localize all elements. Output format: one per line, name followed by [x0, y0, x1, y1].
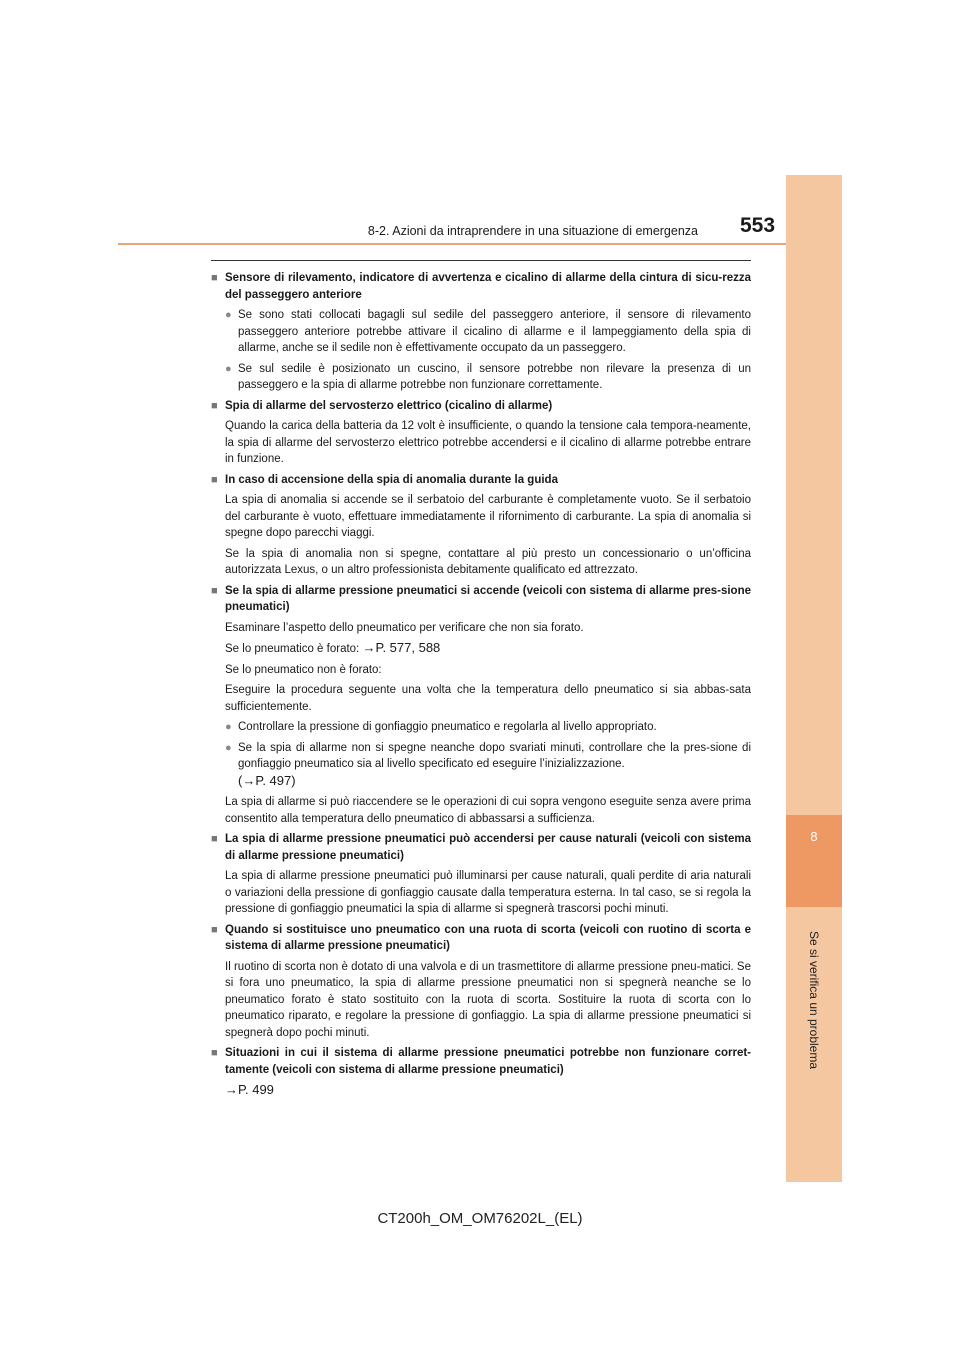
- section: [211, 583, 751, 828]
- section-heading-text: Situazioni in cui il sistema di allarme pressione pneumatici potrebbe non funzionare corret-tamente (veicoli con sistema di allarme pressione pneumatici): [225, 1047, 751, 1076]
- content-body: [211, 270, 751, 1104]
- paragraph: [211, 418, 751, 468]
- square-bullet-icon: ■: [211, 584, 218, 597]
- chapter-label: Se si verifica un problema: [807, 930, 821, 1070]
- section: [211, 831, 751, 918]
- section: [211, 1045, 751, 1100]
- page-reference-link[interactable]: →P. 577, 588: [362, 640, 441, 655]
- item-text: La spia di anomalia si accende se il serbatoio del carburante è completamente vuoto. Se il serbatoio del carburante è vuoto, effettuare immediatamente il rifornimento di carburante. La spia di anomalia si spegne dopo parecchi viaggi.: [225, 494, 751, 539]
- item-text: La spia di allarme pressione pneumatici può illuminarsi per cause naturali, quali perdite di aria naturali o variazioni della pressione di gonfiaggio causate dalla temperatura esterna. In tal caso, se si regola la pressione di gonfiaggio pneumatici la spia di allarme si spegnerà trascorsi pochi minuti.: [225, 870, 751, 915]
- square-bullet-icon: ■: [211, 923, 218, 936]
- section-heading-text: In caso di accensione della spia di anomalia durante la guida: [225, 473, 558, 486]
- paragraph: [211, 492, 751, 542]
- section-title: 8-2. Azioni da intraprendere in una situazione di emergenza: [367, 224, 698, 238]
- section: [211, 472, 751, 579]
- section-heading: [211, 1045, 751, 1078]
- bullet-item: [211, 361, 751, 394]
- paragraph: [211, 868, 751, 918]
- item-text: Eseguire la procedura seguente una volta che la temperatura dello pneumatico si sia abbas-sata sufficientemente.: [225, 684, 751, 713]
- item-text: Se la spia di allarme non si spegne neanche dopo svariati minuti, controllare che la pres-sione di gonfiaggio pneumatico sia al livello specificato ed eseguire l’inizializzazione.: [238, 741, 751, 770]
- section-heading: [211, 472, 751, 489]
- section-heading: [211, 831, 751, 864]
- square-bullet-icon: ■: [211, 272, 218, 284]
- section: [211, 922, 751, 1042]
- item-text: Se sul sedile è posizionato un cuscino, il sensore potrebbe non rilevare la presenza di un passeggero e la spia di allarme potrebbe non funzionare correttamente.: [238, 362, 751, 391]
- page-reference-link[interactable]: (→P. 497): [238, 772, 296, 788]
- bullet-item: [211, 740, 751, 791]
- circle-bullet-icon: ●: [225, 721, 232, 733]
- section-heading-text: Spia di allarme del servosterzo elettrico (cicalino di allarme): [225, 399, 553, 412]
- bullet-item: [211, 307, 751, 357]
- paragraph: [211, 662, 751, 679]
- item-text: Se lo pneumatico non è forato:: [225, 663, 382, 676]
- paragraph: [211, 546, 751, 579]
- page-reference-link[interactable]: →P. 499: [225, 1082, 274, 1097]
- circle-bullet-icon: ●: [225, 362, 232, 375]
- document-code: CT200h_OM_OM76202L_(EL): [377, 1210, 583, 1227]
- square-bullet-icon: ■: [211, 399, 218, 412]
- section-heading-text: Se la spia di allarme pressione pneumatici si accende (veicoli con sistema di allarme pres-sione pneumatici): [225, 584, 751, 613]
- paragraph: [211, 682, 751, 715]
- paragraph: [211, 1082, 751, 1100]
- item-text: Esaminare l’aspetto dello pneumatico per verificare che non sia forato.: [225, 621, 584, 634]
- section: [211, 270, 751, 394]
- item-text: Controllare la pressione di gonfiaggio pneumatico e regolarla al livello appropriato.: [238, 721, 657, 733]
- item-text: La spia di allarme si può riaccendere se le operazioni di cui sopra vengono eseguite senza avere prima consentito alla temperatura dello pneumatico di abbassarsi a sufficienza.: [225, 796, 751, 825]
- square-bullet-icon: ■: [211, 1047, 218, 1059]
- page-number: 553: [740, 214, 776, 237]
- item-text: Se sono stati collocati bagagli sul sedile del passeggero anteriore, il sensore di rilevamento passeggero anteriore potrebbe attivare il cicalino di allarme e il lampeggiamento della spia di allarme, anche se il sedile non è effettivamente occupato da un passeggero.: [238, 309, 751, 354]
- item-text: Se lo pneumatico è forato:: [225, 643, 360, 655]
- item-text: Se la spia di anomalia non si spegne, contattare al più presto un concessionario o un’officina autorizzata Lexus, o un altro professionista debitamente qualificato ed attrezzato.: [225, 547, 751, 576]
- square-bullet-icon: ■: [211, 473, 218, 486]
- content-divider: [211, 260, 751, 261]
- section-heading-text: Sensore di rilevamento, indicatore di avvertenza e cicalino di allarme della cintura di sicu-rezza del passeggero anteriore: [225, 272, 751, 301]
- header-rule: [118, 243, 786, 245]
- paragraph: [211, 640, 751, 658]
- paragraph: [211, 959, 751, 1042]
- section-heading: [211, 583, 751, 616]
- bullet-item: [211, 719, 751, 736]
- section-heading: [211, 270, 751, 303]
- paragraph: [211, 794, 751, 827]
- section-heading: [211, 922, 751, 955]
- item-text: Il ruotino di scorta non è dotato di una valvola e di un trasmettitore di allarme pressione pneu-matici. Se si fora uno pneumatico, la spia di allarme pressione pneumatici non si spegnerà neanche se lo pneumatico forato è stato sostituito con la ruota di scorta. Sostituire la ruota di scorta con lo pneumatico riparato, e regolare la pressione di gonfiaggio. La spia di allarme pressione pneumatici si spegnerà dopo pochi minuti.: [225, 960, 751, 1039]
- section: [211, 398, 751, 468]
- item-text: Quando la carica della batteria da 12 volt è insufficiente, o quando la tensione cala tempora-neamente, la spia di allarme del servosterzo elettrico potrebbe accendersi e il cicalino di allarme potrebbe entrare in funzione.: [225, 420, 751, 465]
- paragraph: [211, 620, 751, 637]
- section-heading: [211, 398, 751, 415]
- circle-bullet-icon: ●: [225, 741, 232, 754]
- section-heading-text: La spia di allarme pressione pneumatici può accendersi per cause naturali (veicoli con sistema di allarme pressione pneumatici): [225, 833, 751, 862]
- circle-bullet-icon: ●: [225, 309, 232, 321]
- square-bullet-icon: ■: [211, 833, 218, 845]
- chapter-number: 8: [810, 829, 818, 844]
- section-heading-text: Quando si sostituisce uno pneumatico con una ruota di scorta (veicoli con ruotino di scorta e sistema di allarme pressione pneumatici): [225, 923, 751, 952]
